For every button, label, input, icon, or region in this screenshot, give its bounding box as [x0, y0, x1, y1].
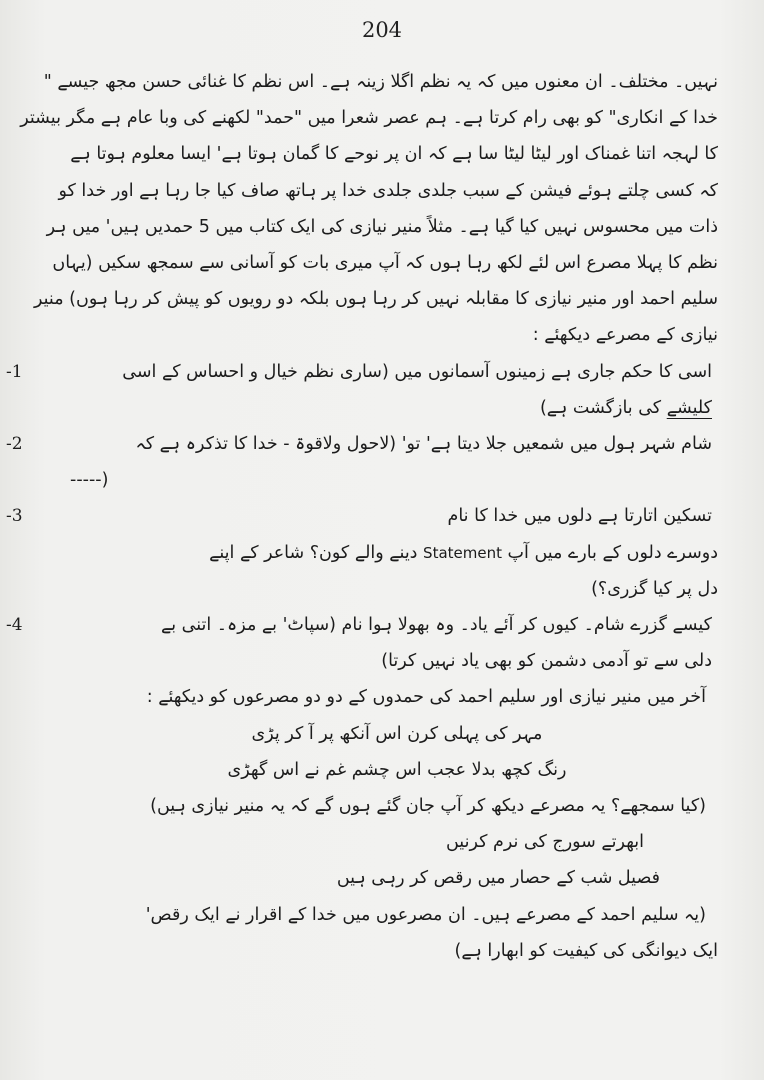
text-line: خدا کے انکاری" کو بھی رام کرتا ہے۔ ہم عصر شعرا میں "حمد" لکھنے کی وبا عام ہے مگر بیشتر	[20, 108, 718, 129]
text-line: (-----	[70, 470, 109, 491]
verse-line: فصیل شب کے حصار میں رقص کر رہی ہیں	[336, 868, 660, 889]
text-line: اسی کا حکم جاری ہے زمینوں آسمانوں میں (ساری نظم خیال و احساس کے اسی	[122, 361, 712, 382]
verse-couplet-munir	[6, 716, 718, 788]
closing-note	[6, 897, 718, 969]
numbered-item-2	[6, 426, 718, 498]
text-line: دلی سے تو آدمی دشمن کو بھی یاد نہیں کرتا)	[381, 651, 712, 672]
note-line: (کیا سمجھے؟ یہ مصرعے دیکھ کر آپ جان گئے ہوں گے کہ یہ منیر نیازی ہیں)	[150, 796, 706, 817]
text-line: نظم کا پہلا مصرع اس لئے لکھ رہا ہوں کہ آپ میری بات کو آسانی سے سمجھ سکیں (یہاں	[52, 253, 718, 274]
item-body	[64, 426, 712, 498]
text-line: تسکین اتارتا ہے دلوں میں خدا کا نام	[447, 506, 712, 527]
verse-line: ابھرتے سورج کی نرم کرنیں	[445, 832, 644, 853]
numbered-item-1	[6, 354, 718, 426]
numbered-item-4	[6, 607, 718, 679]
text-line: سلیم احمد اور منیر نیازی کا مقابلہ نہیں کر رہا ہوں بلکہ دو رویوں کو پیش کر رہا ہوں) منیر	[34, 289, 718, 310]
verse-couplet-saleem	[6, 824, 718, 896]
item-number: -3	[6, 506, 23, 527]
text-line: نیازی کے مصرعے دیکھئے :	[532, 325, 718, 346]
text-line: نہیں۔ مختلف۔ ان معنوں میں کہ یہ نظم اگلا زینہ ہے۔ اس نظم کا غنائی حسن مجھ جیسے "	[43, 72, 718, 92]
numbered-item-3	[6, 498, 718, 534]
text-line: کہ کسی چلتے ہوئے فیشن کے سبب جلدی جلدی خدا پر ہاتھ صاف کیا جا رہا ہے اور خدا کو	[58, 180, 718, 201]
item-number: -4	[6, 615, 23, 636]
text-line: ذات میں محسوس نہیں کیا گیا ہے۔ مثلاً منیر نیازی کی ایک کتاب میں 5 حمدیں ہیں' میں ہر	[46, 216, 718, 237]
text-line: ایک دیوانگی کی کیفیت کو ابھارا ہے)	[454, 940, 718, 961]
underlined-word: کلیشے	[666, 397, 712, 418]
item-body	[64, 354, 712, 426]
text-line	[64, 390, 712, 426]
page-number: 204	[361, 18, 403, 42]
item-body	[64, 607, 712, 679]
verse-line: مہر کی پہلی کرن اس آنکھ پر آ کر پڑی	[251, 723, 543, 744]
text-line: کیسے گزرے شام۔ کیوں کر آئے یاد۔ وہ بھولا ہوا نام (سپاٹ' بے مزہ۔ اتنی بے	[160, 615, 712, 636]
text-line: شام شہر ہول میں شمعیں جلا دیتا ہے' تو' (لاحول ولاقوۃ - خدا کا تذکرہ ہے کہ	[135, 434, 712, 455]
text-line: (یہ سلیم احمد کے مصرعے ہیں۔ ان مصرعوں میں خدا کے اقرار نے ایک رقص'	[145, 904, 706, 925]
closing-intro: آخر میں منیر نیازی اور سلیم احمد کی حمدوں کے دو دو مصرعوں کو دیکھئے :	[146, 687, 706, 708]
item-body	[64, 498, 712, 534]
comment-paragraph	[6, 535, 718, 607]
item-number: -1	[6, 361, 23, 382]
text-line	[6, 535, 718, 571]
english-word: Statement	[423, 543, 502, 562]
item-number: -2	[6, 434, 23, 455]
page-body	[6, 64, 718, 969]
text-fragment: کی بازگشت ہے)	[539, 397, 667, 418]
text-line: دل پر کیا گزری؟)	[591, 578, 718, 599]
text-fragment: دوسرے دلوں کے بارے میں آپ	[501, 542, 718, 563]
verse-line: رنگ کچھ بدلا عجب اس چشم غم نے اس گھڑی	[227, 759, 567, 780]
text-line: کا لہجہ اتنا غمناک اور لیٹا لیٹا سا ہے کہ ان پر نوحے کا گمان ہوتا ہے' ایسا معلوم ہوتا ہے	[70, 144, 718, 165]
intro-paragraph	[6, 64, 718, 354]
text-fragment: دینے والے کون؟ شاعر کے اپنے	[209, 542, 424, 563]
